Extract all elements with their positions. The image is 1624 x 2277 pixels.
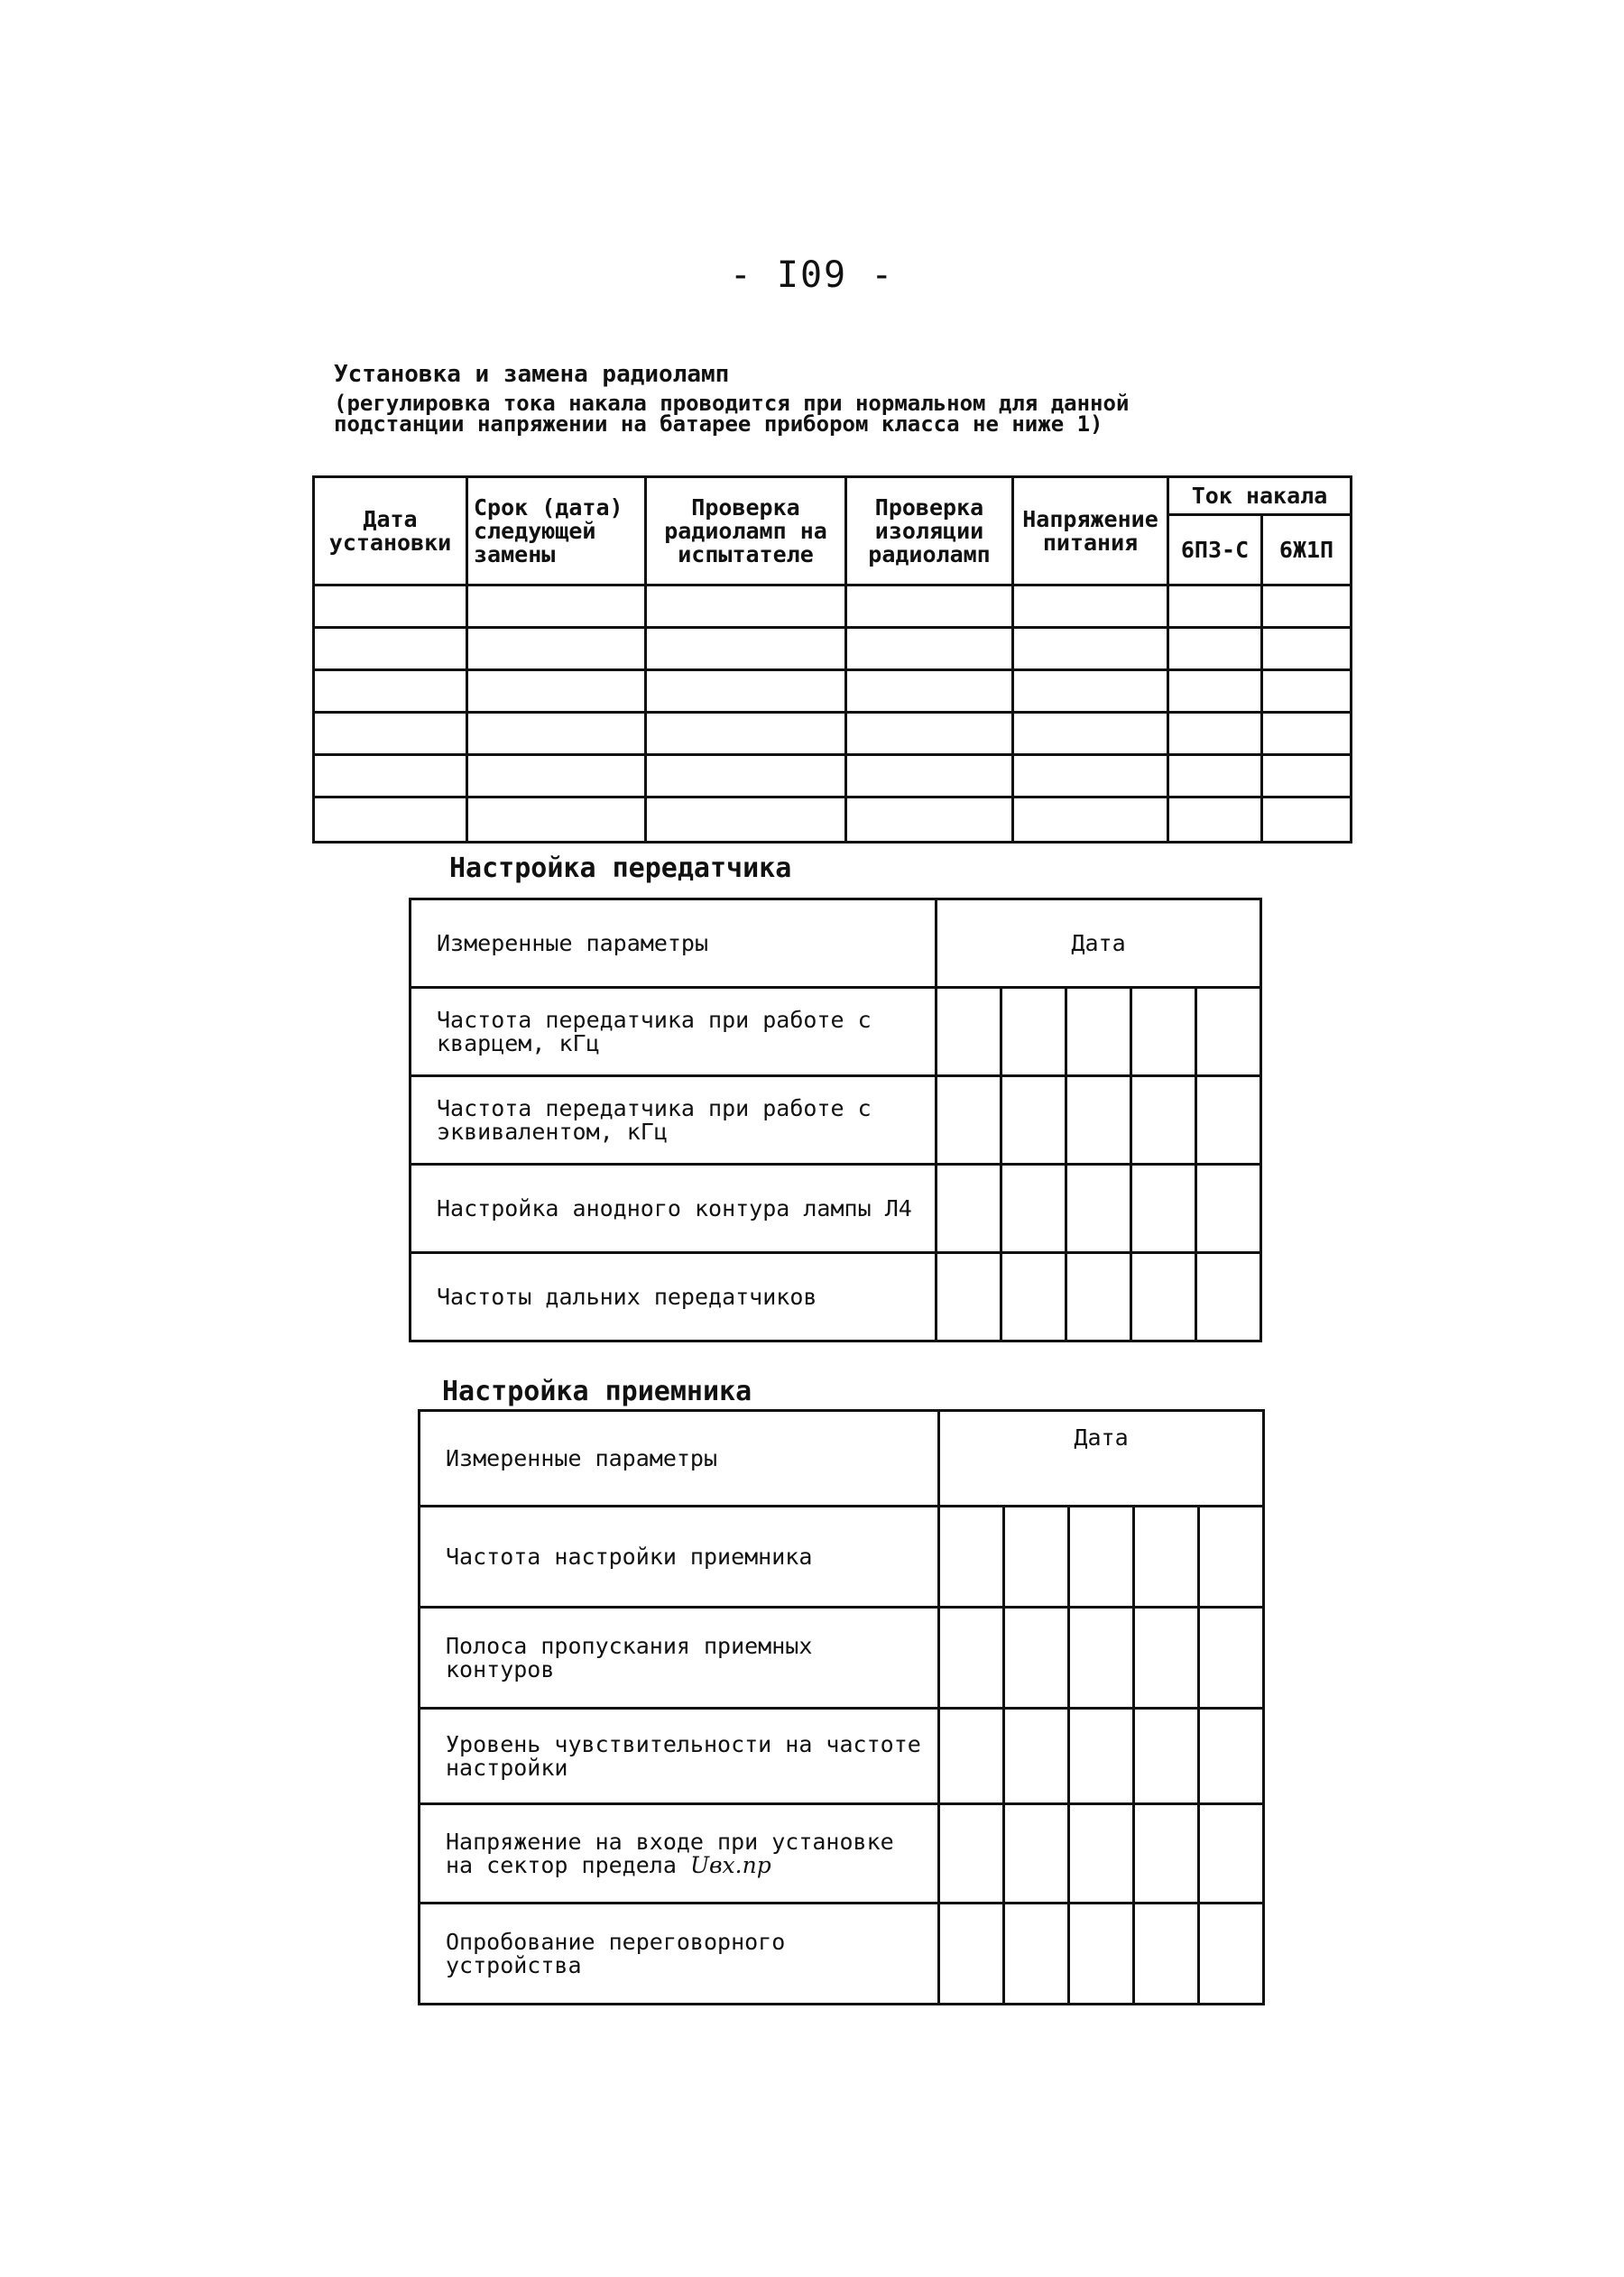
transmitter-table (409, 898, 1262, 1342)
table-row (314, 713, 1352, 755)
receiver-row-label: Уровень чувствительности на частоте настройки (420, 1709, 939, 1804)
header-install-date: Дата установки (314, 477, 467, 585)
transmitter-row-label: Настройка анодного контура лампы Л4 (411, 1165, 937, 1253)
table-row (314, 797, 1352, 843)
header-check-tester: Проверка радиоламп на испытателе (646, 477, 846, 585)
header-filament-current: Ток накала (1168, 477, 1352, 515)
header-voltage: Напряжение питания (1013, 477, 1168, 585)
table-row (420, 1608, 1264, 1709)
section2-title: Настройка передатчика (449, 853, 792, 884)
page-number: - I09 - (729, 254, 895, 296)
receiver-row-label: Частота настройки приемника (420, 1507, 939, 1608)
table-row (411, 1253, 1261, 1341)
receiver-row-voltage (420, 1804, 939, 1904)
section3-title: Настройка приемника (442, 1376, 752, 1407)
transmitter-row-label: Частота передатчика при работе с кварцем, кГц (411, 988, 937, 1076)
table-row (314, 585, 1352, 628)
lamp-table (312, 475, 1352, 844)
table-row (314, 670, 1352, 713)
table-row (411, 1165, 1261, 1253)
header-lamp-6p3s: 6П3-С (1168, 515, 1262, 585)
table-row (411, 1076, 1261, 1165)
header-next-date: Срок (дата) следующей замены (467, 477, 646, 585)
header-lamp-6zh1p: 6Ж1П (1262, 515, 1352, 585)
lamp-table-body (314, 585, 1352, 843)
header-check-insulation: Проверка изоляции радиоламп (846, 477, 1013, 585)
receiver-date-header: Дата (939, 1411, 1264, 1507)
receiver-param-header: Измеренные параметры (420, 1411, 939, 1507)
receiver-row-label: Опробование переговорного устройства (420, 1904, 939, 2005)
table-row (314, 628, 1352, 670)
table-row (420, 1904, 1264, 2005)
receiver-row-label: Напряжение на входе при установке на сектор предела (446, 1828, 894, 1878)
receiver-table (418, 1409, 1265, 2005)
transmitter-row-label: Частота передатчика при работе с эквивалентом, кГц (411, 1076, 937, 1165)
table-row (420, 1709, 1264, 1804)
transmitter-row-label: Частоты дальних передатчиков (411, 1253, 937, 1341)
table-row (314, 755, 1352, 797)
section1-title: Установка и замена радиоламп (334, 361, 730, 388)
table-row (411, 988, 1261, 1076)
table-row (420, 1804, 1264, 1904)
transmitter-date-header: Дата (937, 899, 1261, 988)
section1-note: (регулировка тока накала проводится при нормальном для данной подстанции напряжении на батарее прибором класса не ниже 1) (334, 391, 1130, 437)
receiver-row-label: Полоса пропускания приемных контуров (420, 1608, 939, 1709)
input-voltage-symbol: Uвх.пр (689, 1851, 771, 1878)
table-row (420, 1507, 1264, 1608)
transmitter-param-header: Измеренные параметры (411, 899, 937, 988)
